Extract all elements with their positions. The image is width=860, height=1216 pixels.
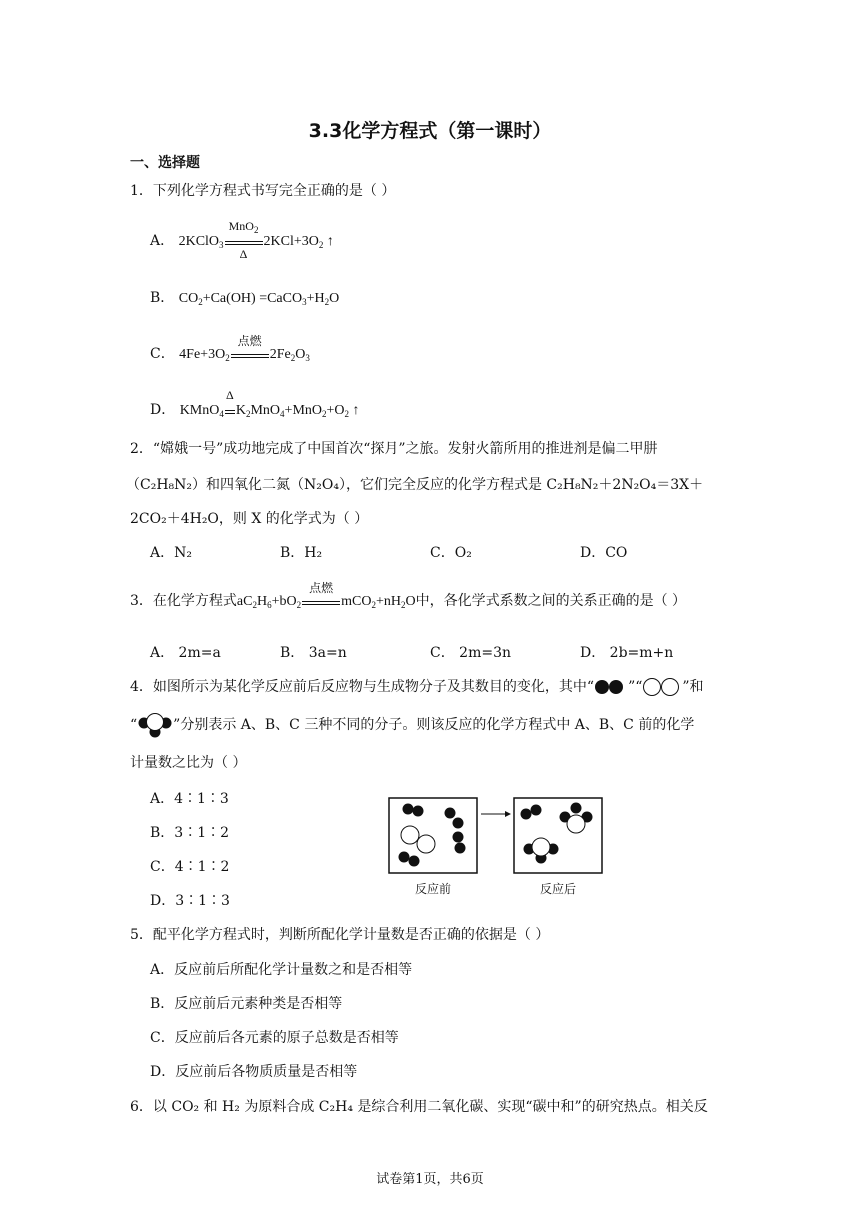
option-letter: C．: [150, 346, 175, 362]
q4-option-c[interactable]: C．4∶1∶2: [150, 859, 230, 875]
molecule-a-icon: [594, 679, 628, 695]
q2-option-a[interactable]: A．N₂: [150, 545, 192, 561]
q4-option-d[interactable]: D．3∶1∶3: [150, 893, 230, 909]
q1-a-equation: 2KClO$_3$ MnO$_2$ Δ $2KCl+3O_2$ ↑: [178, 218, 334, 261]
q4-line2: “ ”分别表示 A、B、C 三种不同的分子。则该反应的化学方程式中 A、B、C 前的化学: [130, 712, 694, 738]
option-letter: A．: [150, 233, 175, 249]
q3-option-a[interactable]: A． 2m=a: [150, 645, 221, 661]
q1-c-equation: $4Fe+3O_2$ 点燃 $2Fe_2O_3$: [179, 333, 310, 363]
option-letter: B．: [150, 290, 175, 306]
q3-option-d[interactable]: D． 2b=m+n: [580, 645, 674, 661]
q1-option-b[interactable]: [150, 287, 339, 307]
q2-line1: 2．“嫦娥一号”成功地完成了中国首次“探月”之旅。发射火箭所用的推进剂是偏二甲肼: [130, 441, 658, 457]
q2-option-b[interactable]: B．H₂: [280, 545, 323, 561]
q5-stem: 5．配平化学方程式时，判断所配化学计量数是否正确的依据是（ ）: [130, 927, 550, 943]
page-footer: 试卷第1页，共6页: [376, 1172, 484, 1187]
q2-option-c[interactable]: C．O₂: [430, 545, 472, 561]
q4-option-b[interactable]: B．3∶1∶2: [150, 825, 230, 841]
q1-option-c[interactable]: [150, 333, 310, 363]
q3-option-b[interactable]: B． 3a=n: [280, 645, 347, 661]
molecule-c-icon: [137, 712, 173, 738]
q4-line1: 4．如图所示为某化学反应前后反应物与生成物分子及其数目的变化，其中“ ”“ ”和: [130, 679, 704, 695]
q6-stem: 6．以 CO₂ 和 H₂ 为原料合成 C₂H₄ 是综合利用二氧化碳、实现“碳中和”的研究热点。相关反: [130, 1099, 708, 1115]
q2-line3: 2CO₂＋4H₂O，则 X 的化学式为（ ）: [130, 511, 369, 527]
q1-stem: 1．下列化学方程式书写完全正确的是（ ）: [130, 183, 396, 199]
after-box: [514, 798, 602, 873]
q1-option-d[interactable]: [150, 387, 360, 419]
q2-line2: （C₂H₈N₂）和四氧化二氮（N₂O₄），它们完全反应的化学方程式是 C₂H₈N₂＋2N₂O₄＝3X＋: [126, 477, 704, 493]
q5-option-c[interactable]: C．反应前后各元素的原子总数是否相等: [150, 1030, 399, 1046]
section-heading: 一、选择题: [130, 155, 200, 171]
q3-stem: 3．在化学方程式$aC_2H_6+bO_2$ 点燃 $mCO_2+nH_2O$中，各化学式系数之间的关系正确的是（ ）: [130, 580, 687, 610]
figure-label-after: 反应后: [539, 882, 577, 896]
page-title: 3.3化学方程式（第一课时）: [308, 120, 552, 142]
before-box: [389, 798, 477, 873]
q4-option-a[interactable]: A．4∶1∶3: [150, 791, 229, 807]
molecule-b-icon: [642, 678, 682, 696]
q1-b-equation: $CO_2+Ca(OH)$ $=CaCO_3+H_2O$: [178, 291, 340, 307]
q3-option-c[interactable]: C． 2m=3n: [430, 645, 511, 661]
q1-d-equation: KMnO$_4$ Δ $K_2MnO_4+MnO_2+O_2$ ↑: [179, 387, 360, 419]
reaction-figure: [388, 797, 608, 900]
q1-option-a[interactable]: [150, 218, 334, 261]
q5-option-a[interactable]: A．反应前后所配化学计量数之和是否相等: [150, 962, 413, 978]
q5-option-d[interactable]: D．反应前后各物质质量是否相等: [150, 1064, 358, 1080]
figure-label-before: 反应前: [414, 882, 452, 896]
q3-equation: $aC_2H_6+bO_2$ 点燃 $mCO_2+nH_2O$: [236, 580, 416, 610]
q5-option-b[interactable]: B．反应前后元素种类是否相等: [150, 996, 343, 1012]
option-letter: D．: [150, 402, 176, 418]
q2-option-d[interactable]: D．CO: [580, 545, 628, 561]
q4-line3: 计量数之比为（ ）: [130, 755, 247, 771]
